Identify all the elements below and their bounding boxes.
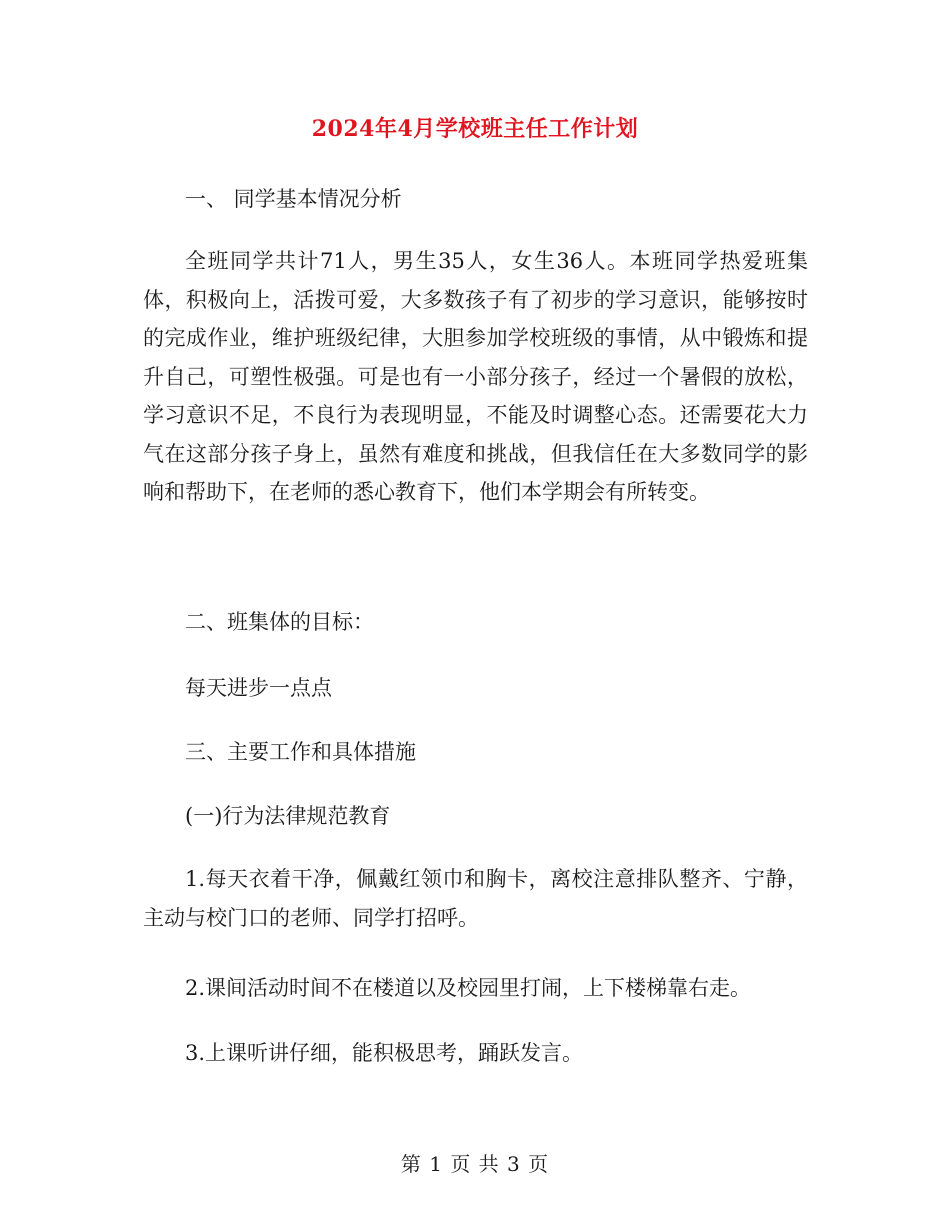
section-3-heading: 三、主要工作和具体措施 — [185, 740, 416, 764]
list-item-3: 3.上课听讲仔细，能积极思考，踊跃发言。 — [185, 1041, 584, 1065]
page-number-footer: 第 1 页 共 3 页 — [400, 1152, 550, 1176]
list-item-1: 1.每天衣着干净，佩戴红领巾和胸卡，离校注意排队整齐、宁静，主动与校门口的老师、同学打招呼。 — [143, 867, 808, 930]
subsection-1-heading: (一)行为法律规范教育 — [185, 804, 391, 828]
section-2-text: 每天进步一点点 — [185, 676, 332, 700]
section-1-paragraph: 全班同学共计71人，男生35人，女生36人。本班同学热爱班集体，积极向上，活拨可爱，大多数孩子有了初步的学习意识，能够按时的完成作业，维护班级纪律，大胆参加学校班级的事情，从中锻炼和提升自己，可塑性极强。可是也有一小部分孩子，经过一个暑假的放松，学习意识不足，不良行为表现明显，不能及时调整心态。还需要花大力气在这部分孩子身上，虽然有难度和挑战，但我信任在大多数同学的影响和帮助下，在老师的悉心教育下，他们本学期会有所转变。 — [143, 249, 808, 504]
document-title: 2024年4月学校班主任工作计划 — [311, 116, 639, 142]
section-2-heading: 二、班集体的目标： — [185, 610, 374, 634]
list-item-2: 2.课间活动时间不在楼道以及校园里打闹，上下楼梯靠右走。 — [185, 976, 752, 1000]
section-1-heading: 一、 同学基本情况分析 — [185, 187, 402, 211]
